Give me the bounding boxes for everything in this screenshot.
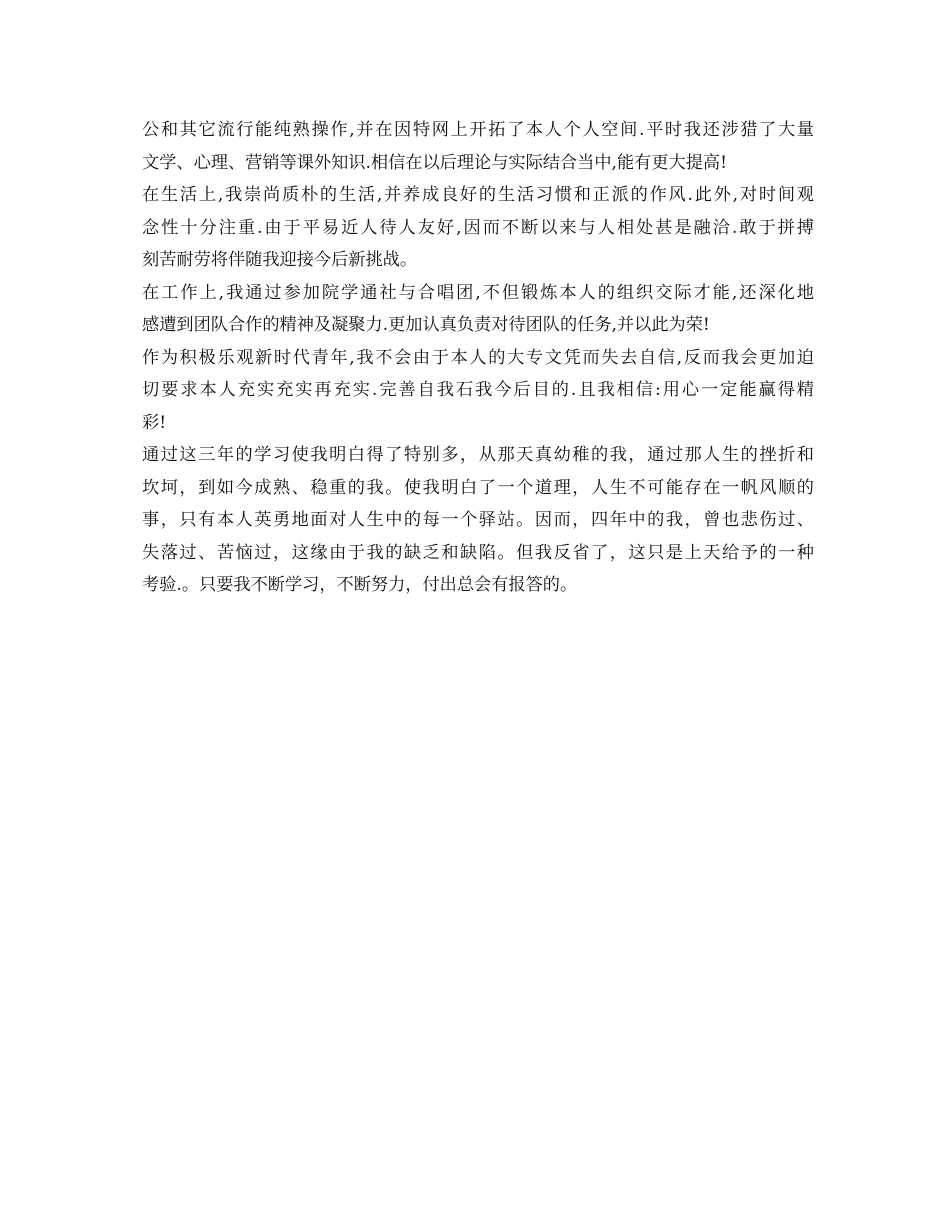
text-line-3: 在生活上,我崇尚质朴的生活,并养成良好的生活习惯和正派的作风.此外,对时间观	[142, 185, 814, 205]
text-line-9: 切要求本人充实充实再充实.完善自我石我今后目的.且我相信:用心一定能赢得精	[142, 380, 814, 400]
text-line-5: 刻苦耐劳将伴随我迎接今后新挑战。	[142, 250, 418, 270]
text-line-10: 彩!	[142, 412, 167, 433]
text-line-11: 通过这三年的学习使我明白得了特别多，从那天真幼稚的我，通过那人生的挫折和	[142, 445, 814, 465]
text-line-8: 作为积极乐观新时代青年,我不会由于本人的大专文凭而失去自信,反而我会更加迫	[142, 347, 814, 368]
text-line-7: 感遭到团队合作的精神及凝聚力.更加认真负责对待团队的任务,并以此为荣!	[142, 315, 710, 335]
text-line-6: 在工作上,我通过参加院学通社与合唱团,不但锻炼本人的组织交际才能,还深化地	[142, 282, 814, 303]
text-line-12: 坎坷，到如今成熟、稳重的我。使我明白了一个道理，人生不可能存在一帆风顺的	[142, 477, 814, 498]
text-line-4: 念性十分注重.由于平易近人待人友好,因而不断以来与人相处甚是融洽.敢于拼搏	[142, 217, 814, 238]
text-line-2: 文学、心理、营销等课外知识.相信在以后理论与实际结合当中,能有更大提高!	[142, 152, 728, 173]
text-line-15: 考验.。只要我不断学习，不断努力，付出总会有报答的。	[142, 575, 578, 595]
text-line-13: 事，只有本人英勇地面对人生中的每一个驿站。因而，四年中的我，曾也悲伤过、	[142, 510, 814, 530]
text-line-1: 公和其它流行能纯熟操作,并在因特网上开拓了本人个人空间.平时我还涉猎了大量	[142, 120, 814, 140]
text-line-14: 失落过、苦恼过，这缘由于我的缺乏和缺陷。但我反省了，这只是上天给予的一种	[142, 542, 814, 563]
document-body	[142, 114, 814, 602]
